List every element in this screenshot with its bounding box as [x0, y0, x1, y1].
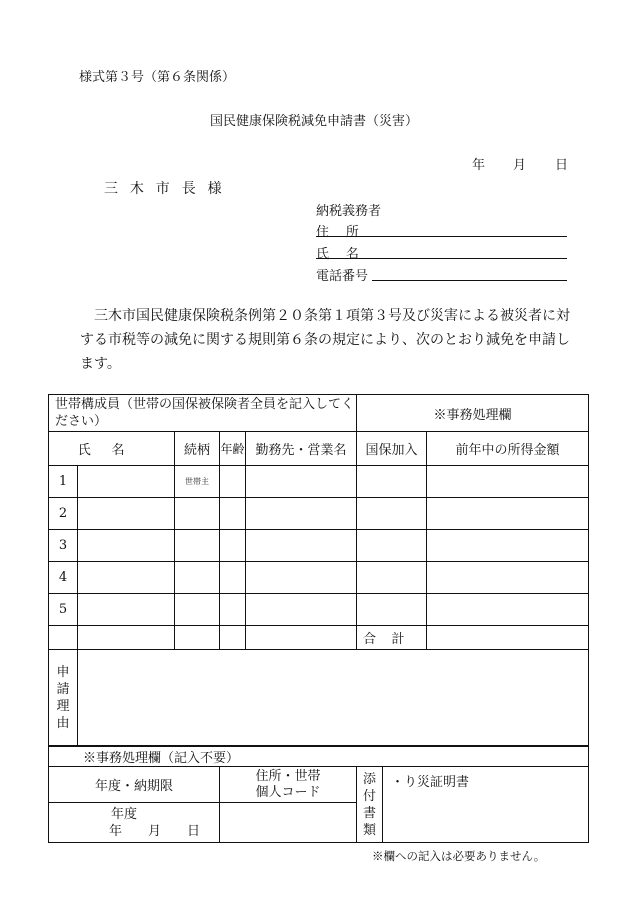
- col-insurance-header: 国保加入: [357, 432, 427, 466]
- address-label: 住所: [316, 225, 376, 240]
- applicant-heading: 納税義務者: [316, 204, 382, 219]
- attachment-item: ・り災証明書: [383, 767, 589, 843]
- address-line[interactable]: [316, 236, 567, 237]
- member-name-cell[interactable]: [78, 562, 175, 594]
- col-name-header: 氏名: [49, 432, 175, 466]
- office-table: [48, 745, 589, 843]
- member-insurance-cell[interactable]: [357, 466, 427, 498]
- member-workplace-cell[interactable]: [246, 466, 357, 498]
- fiscal-year-cell[interactable]: [49, 803, 220, 843]
- date-month: 月: [513, 158, 527, 173]
- member-age-cell[interactable]: [220, 562, 246, 594]
- table-row: [49, 530, 589, 562]
- reason-field[interactable]: [78, 650, 589, 747]
- address-code-label-line1: 住所・世帯: [255, 768, 321, 784]
- footnote: ※欄への記入は必要ありません。: [372, 849, 546, 863]
- col-workplace-header: 勤務先・営業名: [246, 432, 357, 466]
- member-income-cell[interactable]: [427, 498, 589, 530]
- member-income-cell[interactable]: [427, 466, 589, 498]
- member-relation-cell[interactable]: [175, 498, 220, 530]
- member-relation-cell[interactable]: 世帯主: [175, 466, 220, 498]
- member-insurance-cell[interactable]: [357, 498, 427, 530]
- reason-label: 申請理由: [49, 650, 78, 747]
- col-relation-header: 続柄: [175, 432, 220, 466]
- member-insurance-cell[interactable]: [357, 594, 427, 626]
- members-table: [48, 394, 589, 747]
- fiscal-year-label: 年度・納期限: [49, 767, 220, 803]
- address-code-label: [220, 767, 357, 803]
- name-line[interactable]: [316, 258, 567, 259]
- member-workplace-cell[interactable]: [246, 594, 357, 626]
- member-name-cell[interactable]: [78, 530, 175, 562]
- row-number: 3: [49, 530, 78, 562]
- table-row: [49, 466, 589, 498]
- member-insurance-cell[interactable]: [357, 562, 427, 594]
- date-line: 年 月 日: [109, 823, 201, 839]
- row-number: 1: [49, 466, 78, 498]
- address-code-cell[interactable]: [220, 803, 357, 843]
- name-label: 氏名: [316, 247, 376, 262]
- member-income-cell[interactable]: [427, 530, 589, 562]
- phone-line[interactable]: [372, 280, 567, 281]
- member-insurance-cell[interactable]: [357, 530, 427, 562]
- office-section-title: ※事務処理欄（記入不要）: [49, 746, 589, 767]
- member-income-cell[interactable]: [427, 562, 589, 594]
- member-relation-cell[interactable]: [175, 530, 220, 562]
- member-age-cell[interactable]: [220, 530, 246, 562]
- table-row: [49, 562, 589, 594]
- member-relation-cell[interactable]: [175, 562, 220, 594]
- row-number: 5: [49, 594, 78, 626]
- row-number: 4: [49, 562, 78, 594]
- member-age-cell[interactable]: [220, 498, 246, 530]
- form-title: 国民健康保険税減免申請書（災害）: [210, 114, 419, 129]
- body-text: 三木市国民健康保険税条例第２０条第１項第３号及び災害による被災者に対する市税等の減免に関する規則第６条の規定により、次のとおり減免を申請します。: [80, 308, 570, 372]
- member-income-cell[interactable]: [427, 594, 589, 626]
- total-label: 合計: [357, 626, 427, 650]
- member-name-cell[interactable]: [78, 594, 175, 626]
- date-day: 日: [555, 158, 569, 173]
- form-number: 様式第３号（第６条関係）: [79, 70, 236, 85]
- addressee: 三木市長様: [104, 181, 234, 197]
- row-number: 2: [49, 498, 78, 530]
- date-year: 年: [472, 158, 486, 173]
- total-row: [49, 626, 589, 650]
- member-workplace-cell[interactable]: [246, 530, 357, 562]
- member-name-cell[interactable]: [78, 466, 175, 498]
- col-age-header: 年齢: [220, 432, 246, 466]
- col-income-header: 前年中の所得金額: [427, 432, 589, 466]
- member-workplace-cell[interactable]: [246, 498, 357, 530]
- address-code-label-line2: 個人コード: [255, 784, 321, 800]
- total-income-cell[interactable]: [427, 626, 589, 650]
- member-age-cell[interactable]: [220, 466, 246, 498]
- member-workplace-cell[interactable]: [246, 562, 357, 594]
- member-name-cell[interactable]: [78, 498, 175, 530]
- attachment-label: 添付書類: [357, 767, 383, 843]
- table-row: [49, 498, 589, 530]
- members-section-title: 世帯構成員（世帯の国保被保険者全員を記入してください）: [49, 395, 357, 432]
- office-header: ※事務処理欄: [357, 395, 589, 432]
- table-row: [49, 594, 589, 626]
- member-relation-cell[interactable]: [175, 594, 220, 626]
- year-label: 年度: [111, 806, 138, 822]
- phone-label: 電話番号: [316, 269, 369, 284]
- member-age-cell[interactable]: [220, 594, 246, 626]
